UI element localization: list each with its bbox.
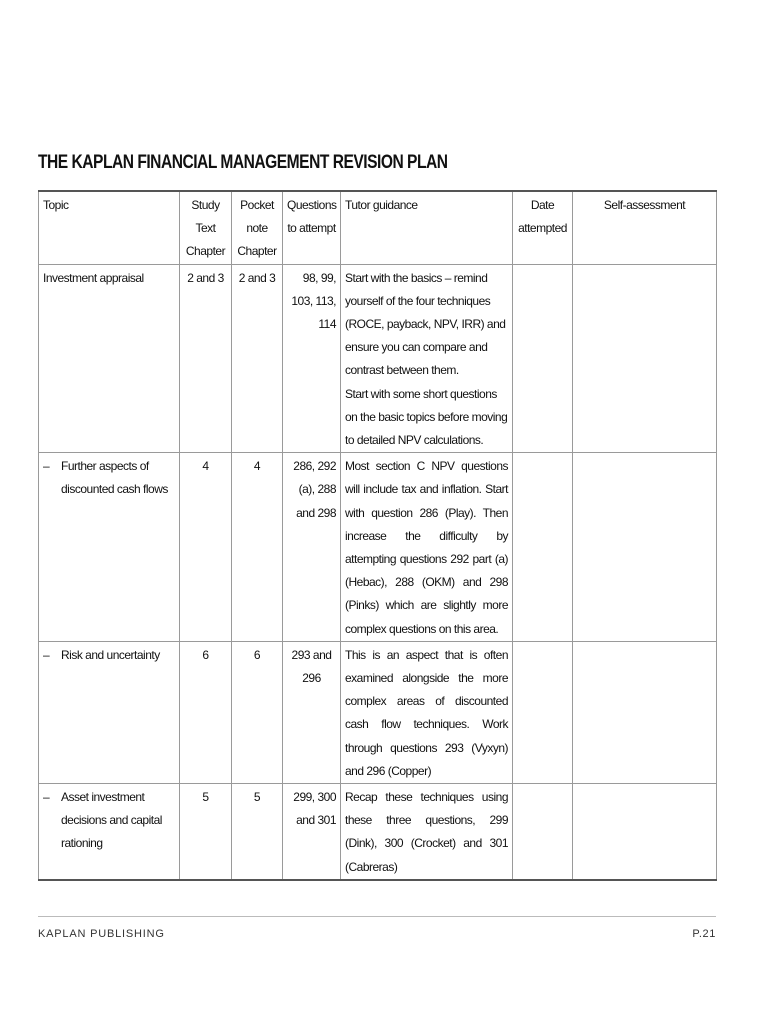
self-assessment-cell — [573, 641, 717, 783]
topic-cell — [39, 453, 180, 642]
header-topic: Topic — [39, 191, 180, 264]
topic-text: Asset investment decisions and capital rationing — [61, 790, 162, 851]
footer-publisher: KAPLAN PUBLISHING — [38, 928, 165, 940]
questions-cell: 299, 300 and 301 — [283, 784, 341, 880]
self-assessment-cell — [573, 264, 717, 453]
table-row — [39, 784, 717, 880]
page-title: THE KAPLAN FINANCIAL MANAGEMENT REVISION PLAN — [38, 152, 448, 173]
topic-cell — [39, 641, 180, 783]
questions-cell: 293 and 296 — [283, 641, 341, 783]
topic-cell: Investment appraisal — [39, 264, 180, 453]
footer-divider — [38, 916, 716, 917]
pocket-note-cell: 2 and 3 — [232, 264, 283, 453]
header-date-attempted: Date attempted — [513, 191, 573, 264]
header-study-text-chapter: Study Text Chapter — [180, 191, 232, 264]
header-tutor-guidance: Tutor guidance — [341, 191, 513, 264]
questions-cell: 98, 99, 103, 113, 114 — [283, 264, 341, 453]
header-questions: Questions to attempt — [283, 191, 341, 264]
footer-page-number: P.21 — [692, 928, 716, 940]
self-assessment-cell — [573, 453, 717, 642]
pocket-note-cell: 6 — [232, 641, 283, 783]
guidance-cell — [341, 264, 513, 453]
topic-text: Risk and uncertainty — [61, 647, 160, 662]
date-attempted-cell — [513, 453, 573, 642]
pocket-note-cell: 4 — [232, 453, 283, 642]
dash-bullet: – — [43, 459, 50, 474]
table-row — [39, 264, 717, 453]
dash-bullet: – — [43, 647, 50, 662]
guidance-text: Start with the basics – remind yourself of the four techniques (ROCE, payback, NPV, IRR) and ensure you can compare and contrast between them. — [345, 270, 506, 378]
study-text-cell: 2 and 3 — [180, 264, 232, 453]
study-text-cell: 6 — [180, 641, 232, 783]
table-row — [39, 641, 717, 783]
guidance-cell: Recap these techniques using these three questions, 299 (Dink), 300 (Crocket) and 301 (Cabreras) — [341, 784, 513, 880]
guidance-cell: This is an aspect that is often examined alongside the more complex areas of discounted cash flow techniques. Work through questions 293 (Vyxyn) and 296 (Copper) — [341, 641, 513, 783]
table-header-row — [39, 191, 717, 264]
revision-plan-table — [38, 190, 717, 881]
self-assessment-cell — [573, 784, 717, 880]
guidance-text-2: Start with some short questions on the basic topics before moving to detailed NPV calculations. — [345, 386, 508, 448]
date-attempted-cell — [513, 264, 573, 453]
topic-text: Further aspects of discounted cash flows — [61, 459, 168, 497]
table-row — [39, 453, 717, 642]
header-self-assessment: Self-assessment — [573, 191, 717, 264]
pocket-note-cell: 5 — [232, 784, 283, 880]
header-pocket-note-chapter: Pocket note Chapter — [232, 191, 283, 264]
date-attempted-cell — [513, 784, 573, 880]
questions-cell: 286, 292 (a), 288 and 298 — [283, 453, 341, 642]
topic-cell — [39, 784, 180, 880]
study-text-cell: 5 — [180, 784, 232, 880]
date-attempted-cell — [513, 641, 573, 783]
guidance-cell: Most section C NPV questions will include tax and inflation. Start with question 286 (Play). Then increase the difficulty by attempting questions 292 part (a) (Hebac), 288 (OKM) and 298 (Pinks) which are slightly more complex questions on this area. — [341, 453, 513, 642]
study-text-cell: 4 — [180, 453, 232, 642]
dash-bullet: – — [43, 790, 50, 805]
